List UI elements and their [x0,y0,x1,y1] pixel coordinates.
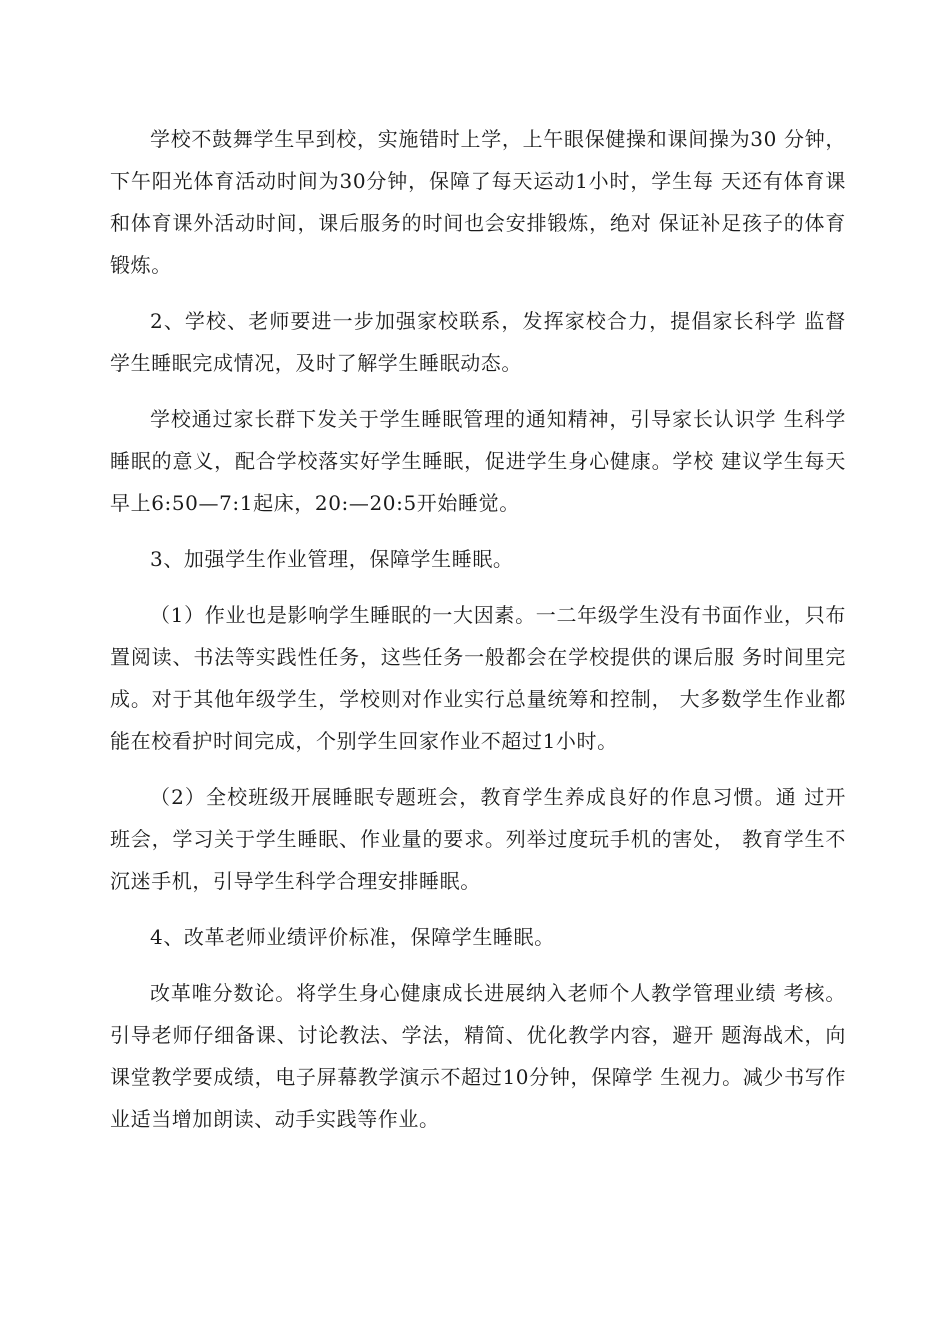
document-body [110,118,846,1154]
paragraph-homework-item-1: （1）作业也是影响学生睡眠的一大因素。一二年级学生没有书面作业，只布置阅读、书法等实践性任务，这些任务一般都会在学校提供的课后服 务时间里完成。对于其他年级学生，学校则对作业实行总量统筹和控制， 大多数学生作业都能在校看护时间完成，个别学生回家作业不超过1小时。 [110,603,846,753]
paragraph-homework-item-2: （2）全校班级开展睡眠专题班会，教育学生养成良好的作息习惯。通 过开班会，学习关于学生睡眠、作业量的要求。列举过度玩手机的害处， 教育学生不沉迷手机，引导学生科学合理安排睡眠。 [110,785,846,893]
paragraph-exercise-time: 学校不鼓舞学生早到校，实施错时上学，上午眼保健操和课间操为30 分钟，下午阳光体育活动时间为30分钟，保障了每天运动1小时，学生每 天还有体育课和体育课外活动时间，课后服务的时间也会安排锻炼，绝对 保证补足孩子的体育锻炼。 [110,127,846,277]
paragraph-parent-notice: 学校通过家长群下发关于学生睡眠管理的通知精神，引导家长认识学 生科学睡眠的意义，配合学校落实好学生睡眠，促进学生身心健康。学校 建议学生每天早上6:50—7:1起床，20:—20:5开始睡觉。 [110,407,846,515]
paragraph-homework-heading: 3、加强学生作业管理，保障学生睡眠。 [150,547,514,571]
paragraph-home-school-heading: 2、学校、老师要进一步加强家校联系，发挥家校合力，提倡家长科学 监督学生睡眠完成情况，及时了解学生睡眠动态。 [110,309,846,375]
paragraph-evaluation-reform: 改革唯分数论。将学生身心健康成长进展纳入老师个人教学管理业绩 考核。引导老师仔细备课、讨论教法、学法，精简、优化教学内容，避开 题海战术，向课堂教学要成绩，电子屏幕教学演示不超过10分钟，保障学 生视力。减少书写作业适当增加朗读、动手实践等作业。 [110,981,846,1131]
paragraph-evaluation-heading: 4、改革老师业绩评价标准，保障学生睡眠。 [150,925,555,949]
